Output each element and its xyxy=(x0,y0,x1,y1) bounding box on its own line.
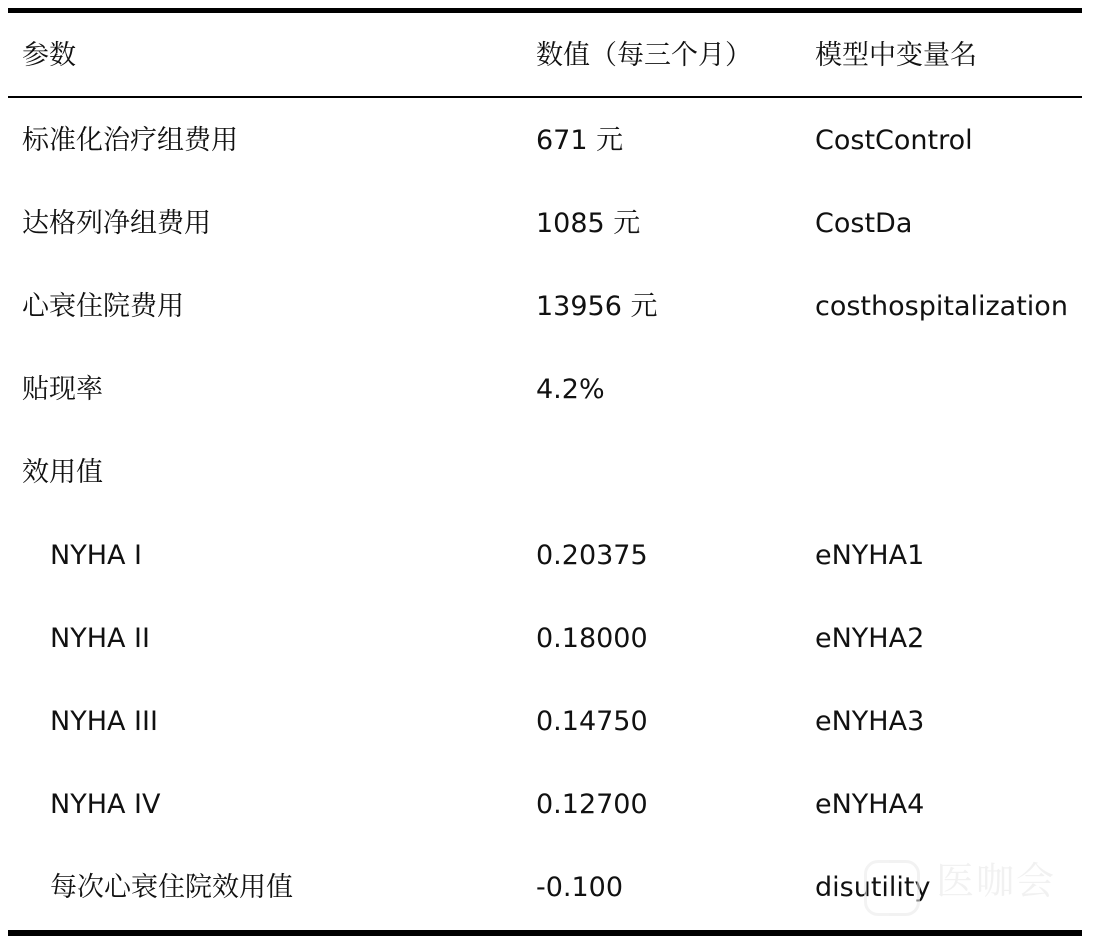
row-value: 4.2% xyxy=(536,374,605,405)
table-top-rule xyxy=(8,8,1082,13)
row-variable: CostDa xyxy=(815,208,913,239)
row-variable: eNYHA2 xyxy=(815,623,925,654)
parameter-table xyxy=(8,8,1082,936)
row-value: 0.18000 xyxy=(536,623,648,654)
row-variable: costhospitalization xyxy=(815,291,1068,322)
table-row xyxy=(8,265,1082,348)
row-value: 0.12700 xyxy=(536,789,648,820)
table-bottom-rule xyxy=(8,930,1082,936)
row-value: 1085 元 xyxy=(536,208,641,239)
table-header-row xyxy=(8,14,1082,97)
row-variable: eNYHA3 xyxy=(815,706,925,737)
row-param: NYHA I xyxy=(50,540,143,571)
table-row xyxy=(8,182,1082,265)
header-variable: 模型中变量名 xyxy=(815,40,977,71)
table-row xyxy=(8,763,1082,846)
table-row xyxy=(8,99,1082,182)
row-value: 0.14750 xyxy=(536,706,648,737)
header-value: 数值（每三个月） xyxy=(536,40,752,71)
row-param: NYHA II xyxy=(50,623,150,654)
table-header-rule xyxy=(8,96,1082,98)
row-variable: eNYHA1 xyxy=(815,540,925,571)
row-value: 671 元 xyxy=(536,125,624,156)
row-value: 13956 元 xyxy=(536,291,658,322)
row-param: 心衰住院费用 xyxy=(22,291,184,322)
row-variable: disutility xyxy=(815,872,931,903)
table-row xyxy=(8,431,1082,514)
table-row xyxy=(8,680,1082,763)
row-param: NYHA IV xyxy=(50,789,161,820)
row-param: NYHA III xyxy=(50,706,158,737)
table-row xyxy=(8,597,1082,680)
row-param: 每次心衰住院效用值 xyxy=(50,872,293,903)
row-variable: eNYHA4 xyxy=(815,789,925,820)
header-param: 参数 xyxy=(22,40,76,71)
row-variable: CostControl xyxy=(815,125,973,156)
row-param: 达格列净组费用 xyxy=(22,208,211,239)
row-param: 贴现率 xyxy=(22,374,103,405)
watermark-logo-icon xyxy=(864,860,920,916)
row-value: -0.100 xyxy=(536,872,624,903)
row-param: 标准化治疗组费用 xyxy=(22,125,238,156)
watermark-text: 医咖会 xyxy=(936,859,1057,903)
row-value: 0.20375 xyxy=(536,540,648,571)
watermark xyxy=(856,858,1072,924)
table-row xyxy=(8,514,1082,597)
row-param: 效用值 xyxy=(22,457,103,488)
table-row xyxy=(8,348,1082,431)
